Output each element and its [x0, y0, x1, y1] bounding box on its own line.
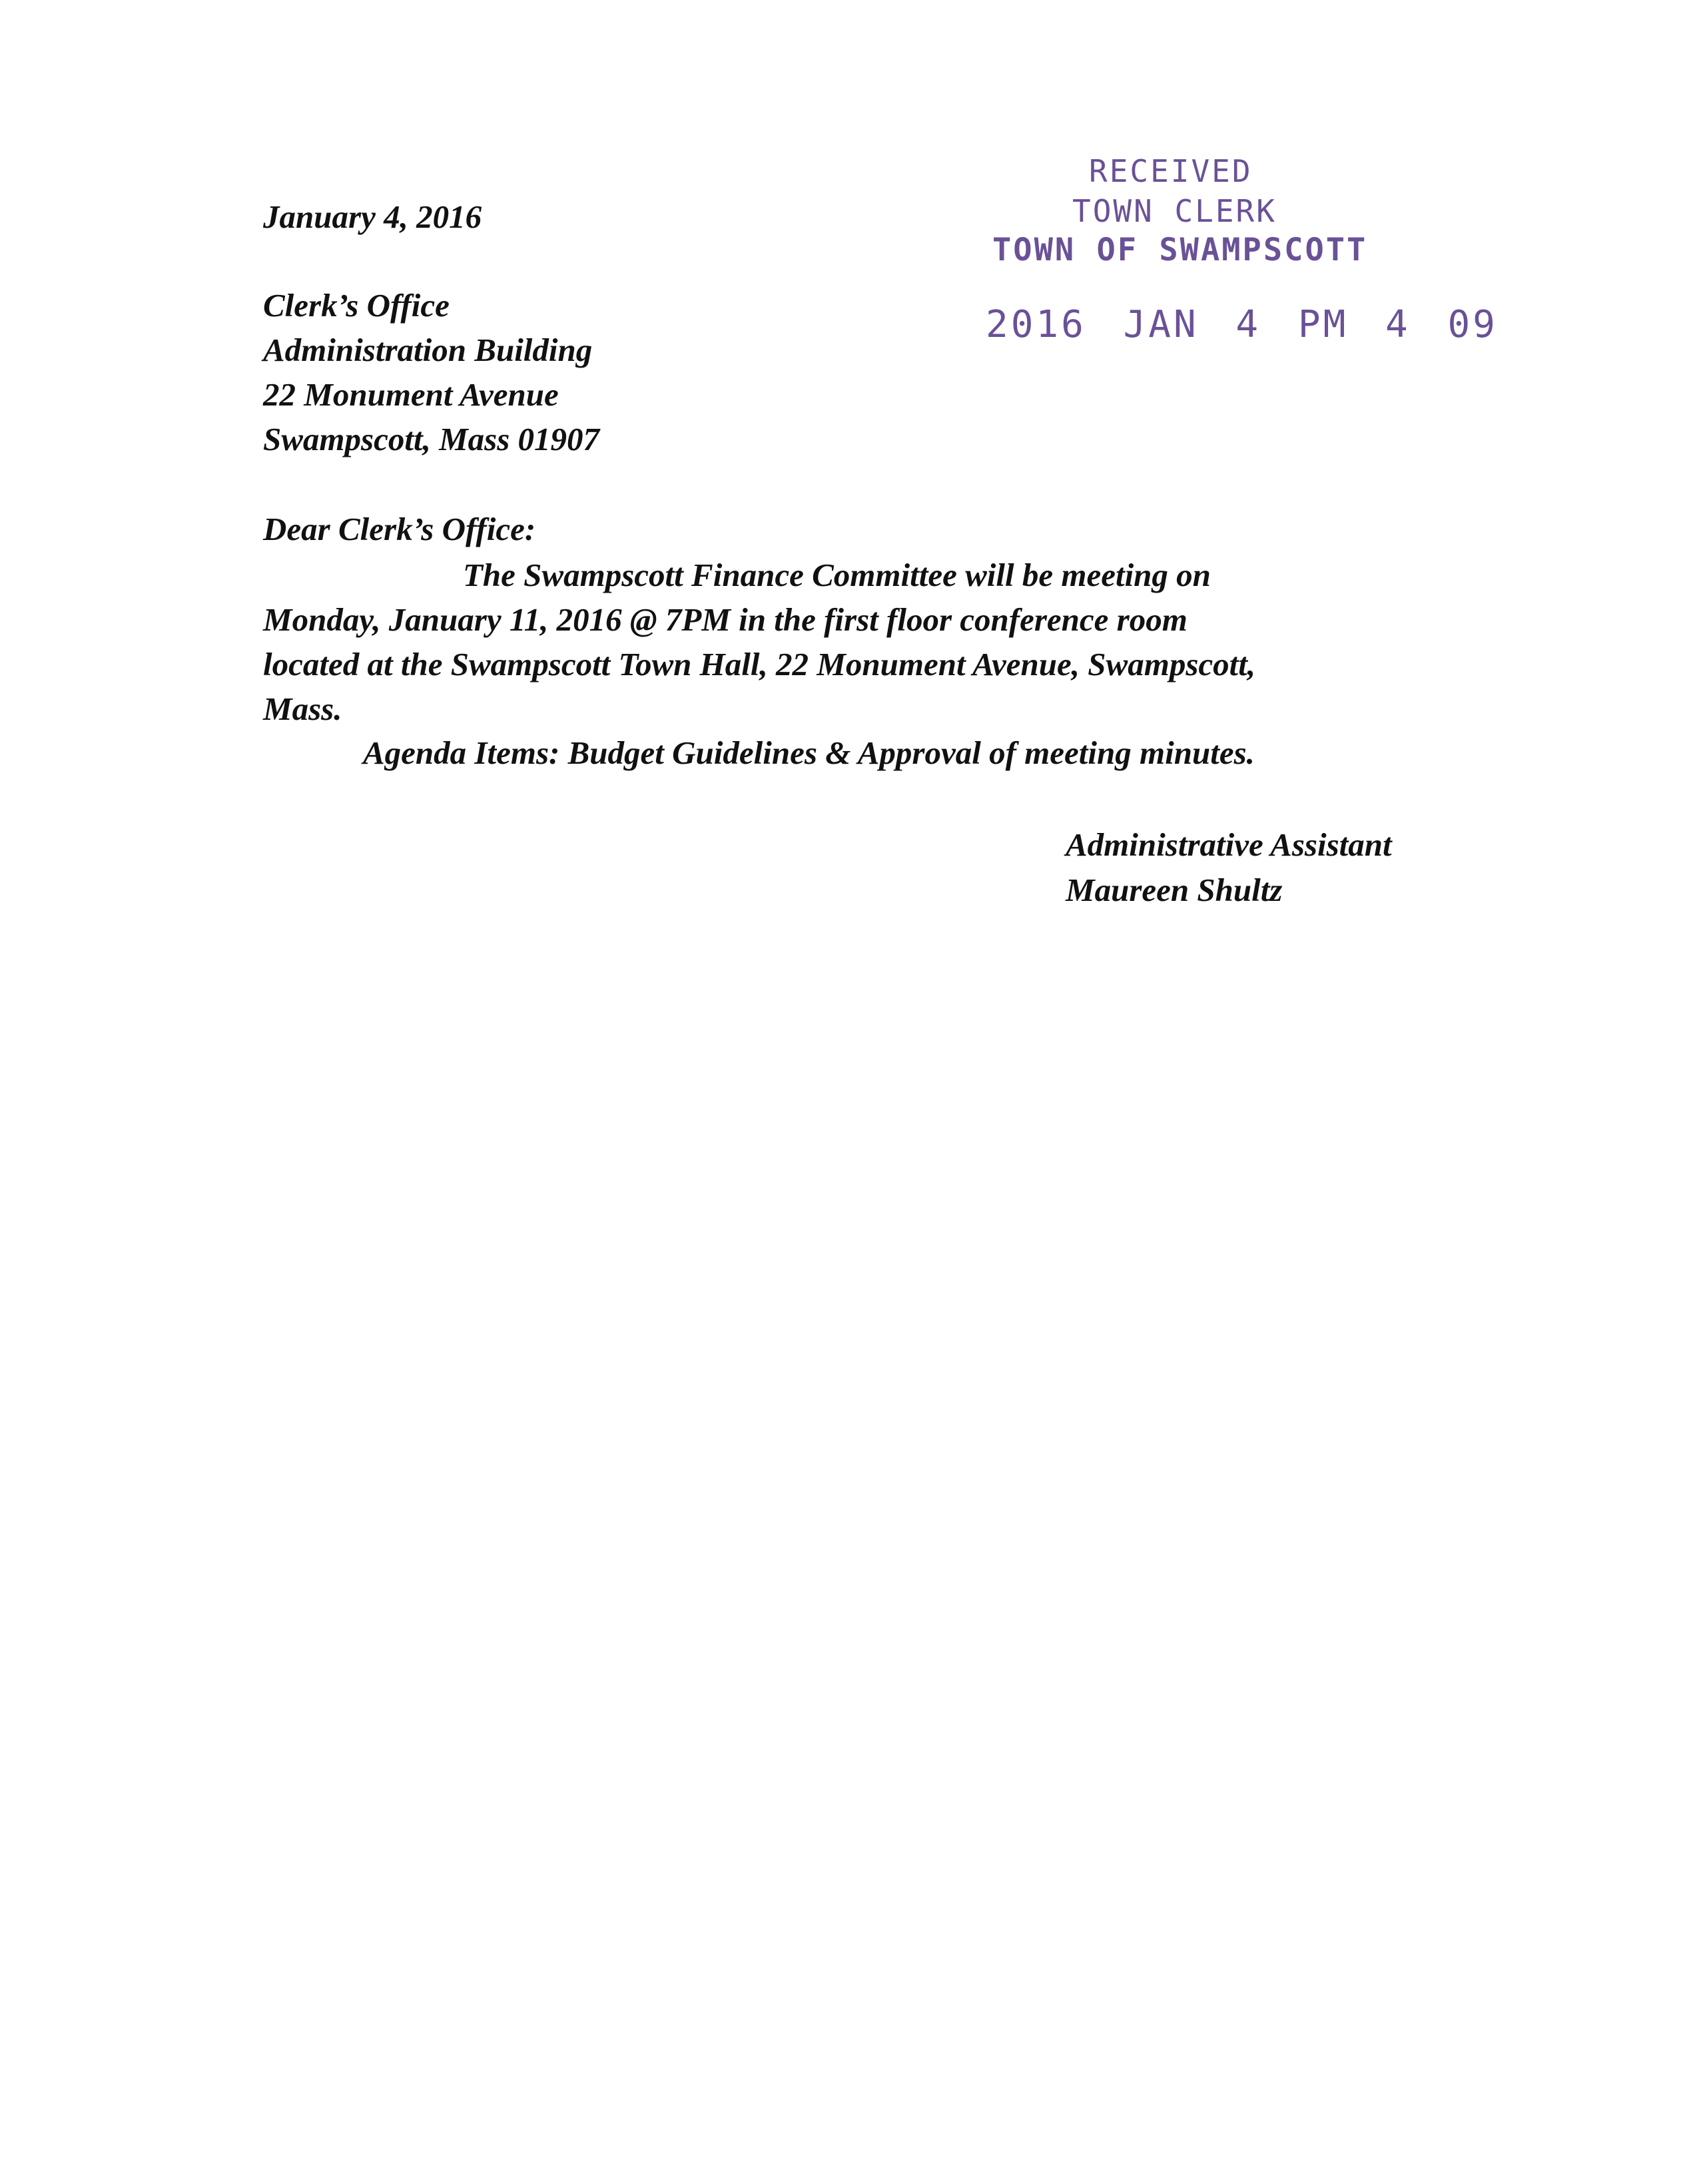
body-line: Mass.: [263, 690, 342, 727]
body-line: The Swampscott Finance Committee will be meeting on: [463, 557, 1211, 593]
salutation: Dear Clerk’s Office:: [263, 511, 536, 547]
body-paragraph: [263, 553, 1462, 731]
signature-title: Administrative Assistant: [1066, 826, 1392, 863]
stamp-datetime: 2016 JAN 4 PM 4 09: [986, 303, 1498, 346]
agenda-items: Agenda Items: Budget Guidelines & Approval of meeting minutes.: [363, 734, 1255, 771]
body-line: Monday, January 11, 2016 @ 7PM in the first floor conference room: [263, 601, 1188, 638]
address-line: Swampscott, Mass 01907: [263, 421, 600, 457]
signature-name: Maureen Shultz: [1066, 872, 1283, 908]
address-line: Administration Building: [263, 332, 593, 368]
recipient-address: [263, 283, 599, 461]
signature-block: [1066, 822, 1392, 913]
stamp-town-name: TOWN OF SWAMPSCOTT: [992, 232, 1368, 268]
body-line: located at the Swampscott Town Hall, 22 Monument Avenue, Swampscott,: [263, 646, 1256, 682]
received-stamp: [972, 146, 1498, 360]
stamp-town-clerk: TOWN CLERK: [1072, 193, 1277, 229]
letter-date: January 4, 2016: [263, 198, 482, 235]
address-line: Clerk’s Office: [263, 287, 450, 324]
stamp-received: RECEIVED: [1089, 153, 1253, 189]
address-line: 22 Monument Avenue: [263, 376, 559, 413]
